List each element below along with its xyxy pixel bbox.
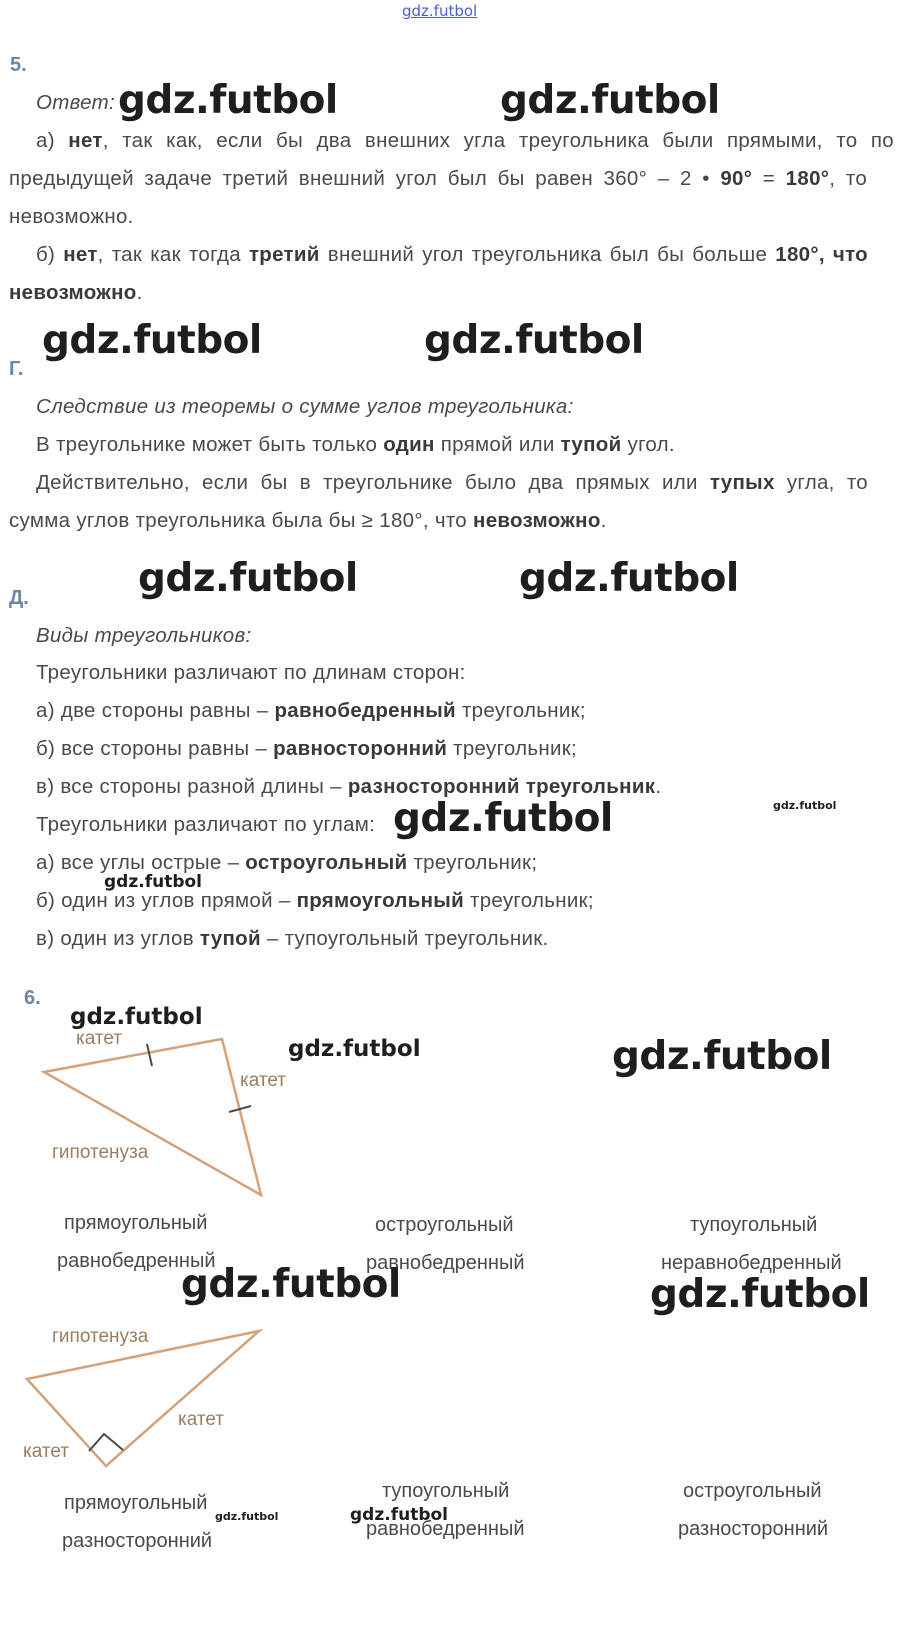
r1c2-line1: остроугольный [375, 1214, 514, 1236]
r2c3-line1: остроугольный [683, 1480, 822, 1502]
triangle-outline [44, 1039, 261, 1195]
fig2-hyp-label: гипотенуза [52, 1326, 149, 1347]
s5-line-a3: невозможно. [9, 205, 134, 228]
section-d-title: Виды треугольников: [36, 624, 252, 647]
watermark: gdz.futbol [42, 318, 262, 363]
watermark: gdz.futbol [215, 1510, 279, 1523]
section-g-number: Г. [9, 358, 24, 380]
watermark: gdz.futbol [500, 78, 720, 123]
header-site-link[interactable]: gdz.futbol [402, 2, 478, 20]
s5-line-b2: невозможно. [9, 281, 143, 304]
s5-line-a2: предыдущей задаче третий внешний угол был бы равен 360° – 2 • 90° = 180°, то [9, 167, 868, 190]
figure-right-isosceles-triangle [0, 1020, 320, 1210]
watermark: gdz.futbol [393, 796, 613, 841]
angles-item-b: б) один из углов прямой – прямоугольный треугольник; [36, 889, 594, 912]
sides-item-a: а) две стороны равны – равнобедренный треугольник; [36, 699, 586, 722]
fig2-leg1-label: катет [178, 1409, 225, 1430]
fig1-leg1-label: катет [76, 1028, 123, 1049]
fig2-leg2-label: катет [23, 1441, 70, 1462]
watermark: gdz.futbol [350, 1505, 448, 1525]
answer-label: Ответ: [36, 91, 116, 114]
section-g-title: Следствие из теоремы о сумме углов треугольника: [36, 395, 574, 418]
r2c2-line1: тупоугольный [382, 1480, 510, 1502]
watermark: gdz.futbol [104, 872, 202, 892]
watermark: gdz.futbol [70, 1004, 203, 1030]
sides-intro: Треугольники различают по длинам сторон: [36, 661, 466, 684]
s-g-line1: В треугольнике может быть только один прямой или тупой угол. [36, 433, 675, 456]
s5-line-b1: б) нет, так как тогда третий внешний угол треугольника был бы больше 180°, что [36, 243, 868, 266]
right-angle-mark [89, 1434, 123, 1451]
r2c1-line1: прямоугольный [64, 1492, 208, 1514]
watermark: gdz.futbol [138, 556, 358, 601]
r1c3-line2: неравнобедренный [661, 1252, 842, 1274]
s-g-line3: сумма углов треугольника была бы ≥ 180°, что невозможно. [9, 509, 607, 532]
tick-mark-1 [147, 1044, 152, 1066]
s-g-line2: Действительно, если бы в треугольнике было два прямых или тупых угла, то [36, 471, 868, 494]
angles-intro: Треугольники различают по углам: [36, 813, 376, 836]
watermark: gdz.futbol [650, 1272, 870, 1317]
section-5-number: 5. [10, 54, 27, 76]
watermark: gdz.futbol [118, 78, 338, 123]
sides-item-b: б) все стороны равны – равносторонний треугольник; [36, 737, 578, 760]
watermark: gdz.futbol [424, 318, 644, 363]
r2c2-line2: равнобедренный [366, 1518, 525, 1540]
r1c1-line1: прямоугольный [64, 1212, 208, 1234]
watermark: gdz.futbol [181, 1262, 401, 1307]
r1c1-line2: равнобедренный [57, 1250, 216, 1272]
section-d-number: Д. [9, 587, 29, 609]
s5-line-a1: а) нет, так как, если бы два внешних угла треугольника были прямыми, то по [36, 129, 894, 152]
fig1-leg2-label: катет [240, 1070, 287, 1091]
sides-item-c: в) все стороны разной длины – разносторонний треугольник. [36, 775, 662, 798]
watermark: gdz.futbol [519, 556, 739, 601]
angles-item-c: в) один из углов тупой – тупоугольный треугольник. [36, 927, 549, 950]
r1c2-line2: равнобедренный [366, 1252, 525, 1274]
watermark: gdz.futbol [612, 1034, 832, 1079]
r2c3-line2: разносторонний [678, 1518, 829, 1540]
section-6-number: 6. [24, 987, 41, 1009]
angles-item-a: а) все углы острые – остроугольный треугольник; [36, 851, 538, 874]
r1c3-line1: тупоугольный [690, 1214, 818, 1236]
r2c1-line2: разносторонний [62, 1530, 213, 1552]
fig1-hyp-label: гипотенуза [52, 1142, 149, 1163]
watermark: gdz.futbol [773, 799, 837, 812]
watermark: gdz.futbol [288, 1036, 421, 1062]
